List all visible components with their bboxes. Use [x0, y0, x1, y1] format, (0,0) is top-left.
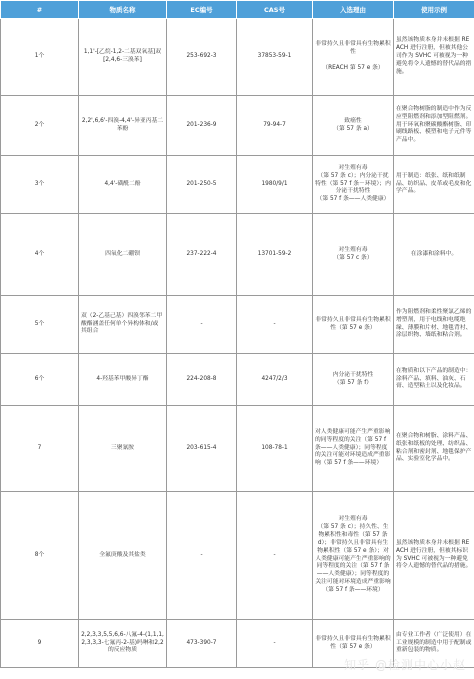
row-num: 2个	[1, 96, 79, 156]
table-row	[1, 156, 474, 214]
row-use-example: 由专业工作者（广泛使用）在工业规模的制造中用于配制或重新包装的物质。	[394, 620, 474, 668]
row-num: 9	[1, 620, 79, 668]
row-ec-number: -	[167, 492, 237, 620]
header-substance-name: 物质名称	[79, 1, 167, 19]
row-ec-number: 201-236-9	[167, 96, 237, 156]
table-row	[1, 19, 474, 96]
row-ec-number: 224-208-8	[167, 354, 237, 406]
row-num: 1个	[1, 19, 79, 96]
row-use-example: 在涂漆和涂料中。	[394, 214, 474, 296]
row-ec-number: 253-692-3	[167, 19, 237, 96]
row-reason	[313, 19, 394, 96]
header-num: #	[1, 1, 79, 19]
row-cas-number: 1980/9/1	[237, 156, 313, 214]
row-ec-number: 201-250-5	[167, 156, 237, 214]
table-row	[1, 406, 474, 492]
row-ec-number: -	[167, 296, 237, 354]
row-substance-name: 4-羟基苯甲酸异丁酯	[79, 354, 167, 406]
row-substance-name: 双（2-乙基己基）四溴邻苯二甲酸酯涵盖任何单个异构体和/或其组合	[79, 296, 167, 354]
reason-line: （第 57 条 c）；内分泌干扰特性（第 57 f 条－环境）；内分泌干扰特性	[315, 172, 391, 195]
row-substance-name: 2,2',6,6'-四溴-4,4'-异亚丙基二苯酚	[79, 96, 167, 156]
reason-line: （第 57 条 a）	[333, 125, 373, 132]
reason-line: （第 57 条 f）	[333, 379, 373, 386]
row-cas-number: -	[237, 492, 313, 620]
row-substance-name: 1,1'-[乙烷-1,2-二基双氧基]双[2,4,6-三溴苯]	[79, 19, 167, 96]
row-num: 3个	[1, 156, 79, 214]
reason-line: 对生殖有毒	[338, 164, 368, 171]
reason-line: （第 57 条 c）；持久性、生物累积性和毒性（第 57 条 d）；非常持久且非常具有生物累积性（第 57 e 条）；对人类健康可能产生严重影响的同等程度的关注（第 57 f 条——人类健康）；同等程度的关注可能对环境造成严重影响（第 57 f 条——环境）	[315, 524, 391, 593]
row-use-example: 作为阻燃剂和柔性聚氯乙烯的增塑剂，用于电线和电缆绝缘、薄膜和片材、地毯背衬、涂层织物、墙纸和粘合剂。	[394, 296, 474, 354]
reason-line: 对生殖有毒	[338, 246, 368, 253]
row-ec-number: 237-222-4	[167, 214, 237, 296]
row-substance-name: 全氟庚酸及其盐类	[79, 492, 167, 620]
row-reason: 非常持久且非常具有生物累积性（第 57 e 条）	[313, 296, 394, 354]
row-num: 5个	[1, 296, 79, 354]
row-reason	[313, 156, 394, 214]
reason-line: 致癌性	[344, 117, 362, 124]
row-substance-name: 四氧化二硼钡	[79, 214, 167, 296]
row-cas-number: 4247/2/3	[237, 354, 313, 406]
table-header-row	[1, 1, 474, 19]
row-reason	[313, 214, 394, 296]
row-cas-number: 108-78-1	[237, 406, 313, 492]
header-cas-number: CAS号	[237, 1, 313, 19]
table-row	[1, 214, 474, 296]
row-num: 4个	[1, 214, 79, 296]
row-use-example: 虽然该物质本身并未根据 REACH 进行注册，但被其标识为 SVHC 可被视为一种避免将令人遗憾的替代品的措施。	[394, 492, 474, 620]
row-substance-name: 2,2,3,3,5,5,6,6-八氟-4-(1,1,1,2,3,3,3-七氟丙-2-基)吗啉和2,2的反应物质	[79, 620, 167, 668]
reason-line: （第 57 f 条——人类健康）	[316, 196, 390, 203]
table-row	[1, 296, 474, 354]
row-ec-number: 203-615-4	[167, 406, 237, 492]
header-ec-number: EC编号	[167, 1, 237, 19]
row-use-example: 在聚合物树脂的制造中作为反应型阻燃剂和添加型阻燃剂。用于环氧和聚碳酸酯树脂、印刷线路板、模塑和电子元件等产品中。	[394, 96, 474, 156]
header-reason: 入选理由	[313, 1, 394, 19]
row-num: 7	[1, 406, 79, 492]
row-reason	[313, 492, 394, 620]
row-use-example: 用于制造：纸张、纸和纸制品、纺织品、皮革或毛皮和化学产品。	[394, 156, 474, 214]
reason-line: （第 57 c 条）	[333, 254, 373, 261]
row-reason	[313, 96, 394, 156]
row-cas-number: 13701-59-2	[237, 214, 313, 296]
row-cas-number: -	[237, 296, 313, 354]
table-row	[1, 354, 474, 406]
row-use-example: 虽然该物质本身并未根据 REACH 进行注册，但被其他公司作为 SVHC 可被视为一种避免将令人遗憾的替代品的措施。	[394, 19, 474, 96]
row-num: 6个	[1, 354, 79, 406]
header-use-example: 使用示例	[394, 1, 474, 19]
row-cas-number: 37853-59-1	[237, 19, 313, 96]
row-use-example: 在物质和以下产品的制造中：涂料产品、填料、油灰、石膏、造型粘土以及化妆品。	[394, 354, 474, 406]
table-row	[1, 492, 474, 620]
reason-line: 内分泌干扰特性	[332, 371, 374, 378]
row-substance-name: 4,4'-磺酰二酚	[79, 156, 167, 214]
row-substance-name: 三聚氰胺	[79, 406, 167, 492]
reason-line	[315, 57, 391, 65]
reason-line: （REACH 第 57 e 条）	[322, 64, 384, 71]
table-row	[1, 96, 474, 156]
reason-line: 非常持久且非常具有生物累积性	[315, 41, 391, 56]
row-cas-number: 79-94-7	[237, 96, 313, 156]
watermark: 知乎 @检测中心小赵	[344, 658, 466, 672]
row-num: 8个	[1, 492, 79, 620]
row-reason: 非常持久且非常具有生物累积性（第 57 e 条）	[313, 620, 394, 668]
row-reason	[313, 354, 394, 406]
row-ec-number: 473-390-7	[167, 620, 237, 668]
row-reason: 对人类健康可能产生严重影响的同等程度的关注（第 57 f 条——人类健康）；同等程度的关注可能对环境造成严重影响（第 57 f 条——环境）	[313, 406, 394, 492]
reason-line: 对生殖有毒	[338, 516, 368, 523]
row-use-example: 在聚合物和树脂、涂料产品、纸张和纸板的处理、纺织品、粘合剂和密封剂、地毯保护产品、实验室化学品中。	[394, 406, 474, 492]
row-cas-number: -	[237, 620, 313, 668]
